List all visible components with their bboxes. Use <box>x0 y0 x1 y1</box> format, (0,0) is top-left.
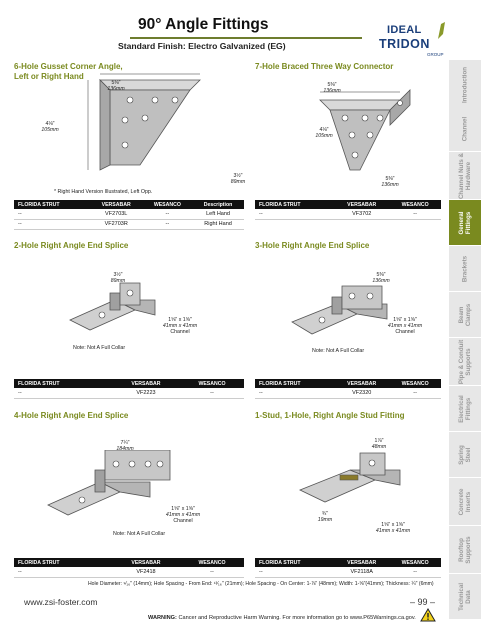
tab-label: Beam Clamps <box>458 303 472 326</box>
table-header-row <box>255 558 441 567</box>
table-header: FLORIDA STRUT <box>255 200 334 209</box>
tab-label: Channel Nuts & Hardware <box>458 152 472 199</box>
table-header: WESANCO <box>389 200 441 209</box>
tab-label: Rooftop Supports <box>458 535 472 564</box>
table-cell: -- <box>389 388 441 398</box>
splice2-note: Note: Not A Full Collar <box>73 345 126 351</box>
logo-text-ideal: IDEAL <box>387 24 422 36</box>
warning-label: WARNING: <box>148 615 177 621</box>
tab-label: Electrical Fittings <box>458 394 472 423</box>
splice4-channel: 1⅝" x 1⅝" 41mm x 41mm Channel <box>165 506 201 524</box>
braced-dim-top: 5⅜" 136mm <box>323 82 341 94</box>
table-cell: VF2118A <box>334 567 389 577</box>
gusset-table <box>14 200 244 230</box>
table-header: WESANCO <box>389 558 441 567</box>
page-number: – 99 – <box>410 597 436 607</box>
website-link[interactable]: www.zsi-foster.com <box>24 597 98 607</box>
tab-spring-steel[interactable] <box>449 432 481 478</box>
table-cell: -- <box>14 388 112 398</box>
table-cell: VF2703R <box>90 219 143 229</box>
table-row <box>14 219 244 229</box>
table-header: VERSABAR <box>334 558 389 567</box>
splice4-table <box>14 558 244 578</box>
page-subtitle: Standard Finish: Electro Galvanized (EG) <box>118 41 286 51</box>
splice3-table <box>255 379 441 399</box>
table-header: FLORIDA STRUT <box>14 558 112 567</box>
section-tabs <box>449 60 481 620</box>
tab-label: Spring Steel <box>458 444 472 465</box>
table-header-row <box>255 379 441 388</box>
tab-label: Channel <box>461 116 469 141</box>
stud-table <box>255 558 441 578</box>
splice4-figure <box>40 450 210 540</box>
table-row <box>14 567 244 577</box>
tab-concrete-inserts[interactable] <box>449 478 481 526</box>
table-header: VERSABAR <box>112 379 180 388</box>
table-header: FLORIDA STRUT <box>255 558 334 567</box>
table-cell: VF2320 <box>334 388 389 398</box>
tab-general-fittings[interactable] <box>449 200 481 246</box>
tab-rooftop-supports[interactable] <box>449 526 481 574</box>
splice2-table <box>14 379 244 399</box>
splice4-note: Note: Not A Full Collar <box>113 531 166 537</box>
table-header: FLORIDA STRUT <box>14 379 112 388</box>
table-cell: -- <box>14 209 90 219</box>
splice3-channel: 1⅝" x 1⅝" 41mm x 41mm Channel <box>387 317 423 335</box>
stud-title: 1-Stud, 1-Hole, Right Angle Stud Fitting <box>255 411 405 420</box>
page-title: 90° Angle Fittings <box>138 16 269 33</box>
logo-text-tridon: TRIDON <box>379 37 430 51</box>
table-header-row <box>14 200 244 209</box>
table-header-row <box>14 379 244 388</box>
tab-label: General Fittings <box>458 210 472 235</box>
table-cell: Left Hand <box>192 209 244 219</box>
splice2-title: 2-Hole Right Angle End Splice <box>14 241 129 250</box>
table-row <box>255 567 441 577</box>
table-cell: VF2223 <box>112 388 180 398</box>
stud-channel: 1⅝" x 1⅝" 41mm x 41mm <box>375 522 411 534</box>
gusset-title-line1: 6-Hole Gusset Corner Angle, <box>14 62 123 71</box>
title-rule <box>130 37 362 39</box>
table-cell: -- <box>180 388 244 398</box>
table-header: WESANCO <box>180 379 244 388</box>
table-cell: -- <box>143 219 193 229</box>
tab-label: Concrete Inserts <box>458 488 472 515</box>
table-cell: -- <box>255 388 334 398</box>
gusset-dim-top: 5⅜" 136mm <box>107 80 125 92</box>
hole-spec-note: Hole Diameter: ⁹⁄₁₆" (14mm); Hole Spacing - From End: ¹³⁄₁₆" (21mm); Hole Spacing - On Center: 1-⅞" (48mm); Width: 1-⅝"(41mm); Thickness: ¼" (6mm) <box>88 581 434 587</box>
table-header: WESANCO <box>180 558 244 567</box>
stud-dim-top: 1⅞" 48mm <box>371 438 387 450</box>
table-header: VERSABAR <box>334 200 389 209</box>
table-cell: -- <box>255 209 334 219</box>
tab-pipe-conduit-supports[interactable] <box>449 338 481 386</box>
tab-channel[interactable] <box>449 106 481 152</box>
table-header: Description <box>192 200 244 209</box>
table-row <box>14 209 244 219</box>
table-cell: -- <box>143 209 193 219</box>
logo-swoosh-icon <box>437 22 447 40</box>
tab-technical-data[interactable] <box>449 574 481 620</box>
table-header: FLORIDA STRUT <box>14 200 90 209</box>
splice3-note: Note: Not A Full Collar <box>312 348 365 354</box>
tab-label: Introduction <box>461 66 469 103</box>
braced-dim-right: 5⅜" 136mm <box>381 176 399 188</box>
table-row <box>255 388 441 398</box>
table-cell: VF2703L <box>90 209 143 219</box>
tab-label: Pipe & Conduit Supports <box>458 339 472 384</box>
table-header: VERSABAR <box>90 200 143 209</box>
tab-beam-clamps[interactable] <box>449 292 481 338</box>
braced-dim-left: 4⅛" 105mm <box>315 127 333 139</box>
table-row <box>14 388 244 398</box>
tab-label: Brackets <box>461 255 469 282</box>
gusset-dim-bottom: 3½" 89mm <box>230 173 246 185</box>
splice2-channel: 1⅝" x 1⅝" 41mm x 41mm Channel <box>162 317 198 335</box>
table-header-row <box>255 200 441 209</box>
table-cell: VF3702 <box>334 209 389 219</box>
table-cell: -- <box>14 219 90 229</box>
table-cell: VF2418 <box>112 567 180 577</box>
table-cell: Right Hand <box>192 219 244 229</box>
splice4-dim-top: 7¼" 184mm <box>116 440 134 452</box>
gusset-dim-left: 4⅛" 105mm <box>41 121 59 133</box>
table-header: WESANCO <box>389 379 441 388</box>
splice3-dim-top: 5⅜" 136mm <box>372 272 390 284</box>
splice2-dim-top: 3½" 89mm <box>110 272 126 284</box>
table-header: FLORIDA STRUT <box>255 379 334 388</box>
tab-electrical-fittings[interactable] <box>449 386 481 432</box>
table-cell: -- <box>389 567 441 577</box>
table-row <box>255 209 441 219</box>
stud-dim-left: ¾" 19mm <box>317 511 333 523</box>
warning-body: Cancer and Reproductive Harm Warning. For more information go to www.P65Warnings.ca.gov. <box>178 615 416 621</box>
gusset-title-line2: Left or Right Hand <box>14 72 84 81</box>
braced-title: 7-Hole Braced Three Way Connector <box>255 62 394 71</box>
table-header: VERSABAR <box>334 379 389 388</box>
table-cell: -- <box>255 567 334 577</box>
logo-text-group: GROUP <box>427 52 444 57</box>
table-header: WESANCO <box>143 200 193 209</box>
tab-channel-nuts-hardware[interactable] <box>449 152 481 200</box>
splice2-figure <box>60 275 200 355</box>
splice4-title: 4-Hole Right Angle End Splice <box>14 411 129 420</box>
braced-table <box>255 200 441 220</box>
table-cell: -- <box>180 567 244 577</box>
tab-introduction[interactable] <box>449 60 481 110</box>
table-cell: -- <box>389 209 441 219</box>
tab-brackets[interactable] <box>449 246 481 292</box>
splice3-title: 3-Hole Right Angle End Splice <box>255 241 370 250</box>
warning-text <box>148 615 416 621</box>
table-cell: -- <box>14 567 112 577</box>
table-header-row <box>14 558 244 567</box>
warning-triangle-icon <box>420 608 436 622</box>
gusset-note: * Right Hand Version Illustrated, Left Opp. <box>54 189 153 195</box>
table-header: VERSABAR <box>112 558 180 567</box>
tab-label: Technical Data <box>458 582 472 611</box>
